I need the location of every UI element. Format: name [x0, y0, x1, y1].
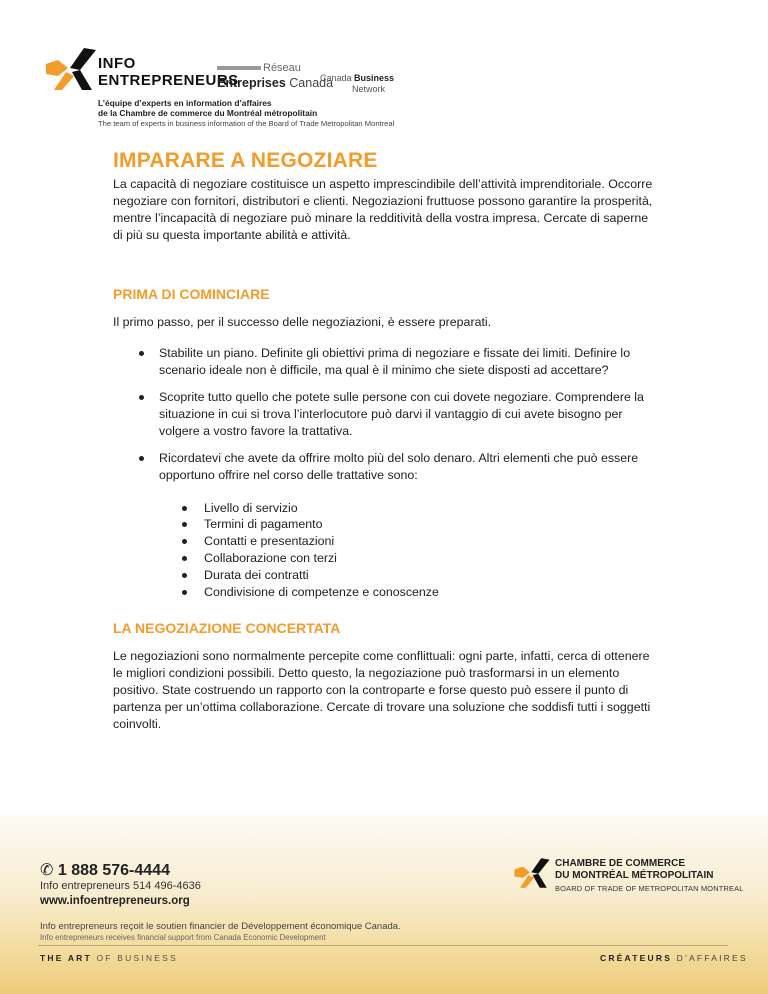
reseau-entreprises: Entreprises — [217, 76, 286, 90]
sub-list-item-text: Durata dei contratti — [204, 568, 309, 582]
phone-number — [40, 860, 170, 880]
chamber-line3: BOARD OF TRADE OF METROPOLITAN MONTREAL — [555, 884, 744, 893]
sub-list-item-text: Livello di servizio — [204, 501, 298, 515]
bullet-dot — [182, 522, 187, 527]
funding-fr: Info entrepreneurs reçoit le soutien financier de Développement économique Canada. — [40, 921, 401, 932]
bullet-dot — [182, 556, 187, 561]
tagline-en: The team of experts in business information of the Board of Trade Metropolitan Montreal — [98, 119, 395, 128]
list-item-text: Stabilite un piano. Definite gli obiettivi prima di negoziare e fissate dei limiti. Definire lo scenario ideale non è difficile, ma qual è il minimo che siete disposti ad accettare? — [159, 346, 631, 377]
chamber-logo-icon — [513, 856, 551, 890]
bullet-dot — [182, 539, 187, 544]
reseau-label: Réseau — [263, 62, 301, 74]
phone-icon: ✆ — [40, 862, 54, 879]
reseau-bar — [217, 66, 261, 70]
cbn-canada: Canada — [320, 73, 352, 83]
bullet-dot — [139, 395, 144, 400]
page-header — [0, 0, 768, 140]
chamber-line2: DU MONTRÉAL MÉTROPOLITAIN — [555, 870, 714, 881]
intro-paragraph: La capacità di negoziare costituisce un aspetto imprescindibile dell’attività imprenditoriale. Occorre negoziare con fornitori, distributori e clienti. Negoziazioni fruttuose possono garantire la prosperità, mentre l’incapacità di negoziare può minare la redditività della vostra impresa. Cercate di saperne di più su questa importante abilità e attività. — [113, 177, 653, 242]
tagline-fr-2: de la Chambre de commerce du Montréal métropolitain — [98, 108, 318, 118]
art-of-business — [40, 953, 178, 963]
local-phone: Info entrepreneurs 514 496-4636 — [40, 880, 201, 892]
list-item-text: Ricordatevi che avete da offrire molto più del solo denaro. Altri elementi che può essere opportuno offrire nel corso delle trattative sono: — [159, 451, 639, 482]
sub-list-item-text: Collaborazione con terzi — [204, 551, 337, 565]
list-item-text: Scoprite tutto quello che potete sulle persone con cui dovete negoziare. Comprendere la situazione in cui si trova l’interlocutore può darvi il vantaggio di cui avete bisogno per volgere a vostro favore la trattativa. — [159, 390, 644, 438]
chamber-line1: CHAMBRE DE COMMERCE — [555, 858, 685, 869]
bullet-dot — [182, 506, 187, 511]
cbn-business: Business — [354, 73, 395, 83]
reseau-canada: Canada — [289, 76, 334, 90]
daffaires: D’AFFAIRES — [676, 953, 748, 963]
sub-list-item-text: Contatti e presentazioni — [204, 534, 335, 548]
brand-info: INFO — [98, 55, 136, 72]
funding-en: Info entrepreneurs receives financial support from Canada Economic Development — [40, 933, 326, 942]
sub-list-item-text: Condivisione di competenze e conoscenze — [204, 585, 439, 599]
canada-business-label — [320, 73, 394, 83]
section-heading-prima: PRIMA DI COMINCIARE — [113, 286, 270, 302]
createurs: CRÉATEURS — [600, 953, 673, 963]
info-entrepreneurs-logo-icon — [44, 46, 98, 92]
footer-divider — [38, 945, 728, 946]
createurs-daffaires — [600, 953, 748, 963]
tagline-fr-1: L’équipe d’experts en information d’affaires — [98, 98, 272, 108]
bullet-dot — [139, 351, 144, 356]
art-the: THE ART — [40, 953, 92, 963]
section2-paragraph: Le negoziazioni sono normalmente percepite come conflittuali: ogni parte, infatti, cerca di ottenere le migliori condizioni possibili. Detto questo, la negoziazione può trasformarsi in un elemento positivo. State costruendo un rapporto con la controparte e forse questo può essere il punto di partenza per un’ottima collaborazione. Cercate di trovare una soluzione che soddisfi tutti i soggetti coinvolti. — [113, 649, 651, 731]
sub-list-item-text: Termini di pagamento — [204, 517, 323, 531]
document-title: IMPARARE A NEGOZIARE — [113, 149, 378, 172]
section-heading-negoziazione: LA NEGOZIAZIONE CONCERTATA — [113, 620, 341, 636]
reseau-entreprises-canada — [217, 76, 333, 90]
section-lead: Il primo passo, per il successo delle negoziazioni, è essere preparati. — [113, 315, 492, 329]
bullet-dot — [182, 573, 187, 578]
brand-entrepreneurs: ENTREPRENEURS — [98, 72, 239, 89]
cbn-network: Network — [352, 84, 386, 94]
bullet-dot — [182, 590, 187, 595]
phone-text: 1 888 576-4444 — [57, 862, 170, 879]
art-of-business-text: OF BUSINESS — [96, 953, 178, 963]
bullet-dot — [139, 456, 144, 461]
website-link[interactable]: www.infoentrepreneurs.org — [40, 895, 190, 907]
